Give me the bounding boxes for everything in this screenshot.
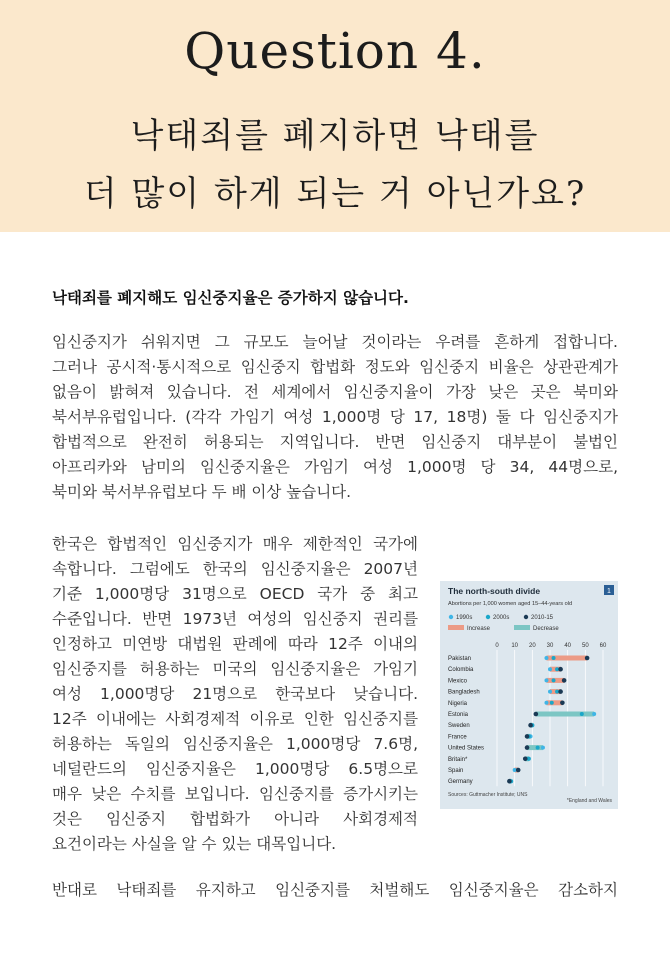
chart-badge: 1: [607, 588, 611, 595]
country-label: United States: [448, 745, 485, 752]
text-line: 한국은 합법적인 임신중지가 매우 제한적인 국가에: [52, 535, 418, 553]
question-line-1: 낙태죄를 폐지하면 낙태를: [130, 116, 540, 156]
legend-2010-dot: [524, 615, 528, 619]
x-tick-label: 30: [546, 643, 554, 649]
text-line: 임신중지를 허용하는 미국의 임신중지율은 가임기: [52, 660, 418, 678]
data-point: [525, 745, 530, 750]
data-point: [528, 723, 533, 728]
text-line: 속합니다. 그럼에도 한국의 임신중지율은 2007년: [52, 560, 418, 578]
text-line: 임신중지가 쉬워지면 그 규모도 늘어날 것이라는 우려를 흔하게 접합니다.: [52, 333, 618, 351]
text-line: 반대로 낙태죄를 유지하고 임신중지를 처벌해도 임신중지율은 감소하지: [52, 881, 618, 899]
data-point: [507, 779, 512, 784]
data-point: [548, 667, 552, 671]
data-point: [562, 678, 567, 683]
paragraph-2: [52, 532, 418, 857]
legend-decrease: Decrease: [533, 626, 559, 632]
legend-increase-swatch: [448, 625, 464, 630]
answer-subtitle: 낙태죄를 폐지해도 임신중지율은 증가하지 않습니다.: [52, 289, 409, 307]
data-point: [560, 701, 565, 706]
data-point: [536, 746, 540, 750]
change-bar: [546, 700, 562, 705]
change-bar: [527, 745, 543, 750]
x-tick-label: 40: [564, 643, 572, 649]
paragraph-3: [52, 878, 618, 903]
chart-sources: Sources: Guttmacher Institute; UNS: [448, 792, 528, 798]
text-line: 것은 임신중지 합법화가 아니라 사회경제적: [52, 810, 418, 828]
legend-2010: 2010-15: [531, 615, 554, 621]
data-point: [552, 656, 556, 660]
text-line: 북서부유럽입니다. (각각 가임기 여성 1,000명 당 17, 18명) 둘 다 임신중지가: [52, 408, 618, 426]
data-point: [544, 656, 548, 660]
text-line: 없음이 밝혀져 있습니다. 전 세계에서 임신중지율이 가장 낮은 곳은 북미와: [52, 383, 618, 401]
data-point: [544, 678, 548, 682]
text-line: 매우 낮은 수치를 보입니다. 임신중지를 증가시키는: [52, 785, 418, 803]
legend-2000s-dot: [486, 615, 490, 619]
x-tick-label: 60: [599, 643, 607, 649]
data-point: [523, 757, 528, 762]
legend-1990s: 1990s: [456, 615, 473, 621]
change-bar: [536, 712, 594, 717]
data-point: [541, 746, 545, 750]
chart-svg: [440, 581, 618, 809]
data-point: [550, 701, 554, 705]
data-point: [534, 712, 539, 717]
text-line: 요건이라는 사실을 알 수 있는 대목입니다.: [52, 835, 337, 853]
data-point: [548, 690, 552, 694]
x-tick-label: 10: [511, 643, 519, 649]
data-point: [552, 678, 556, 682]
text-line: 인정하고 미연방 대법원 판례에 따라 12주 이내의: [52, 635, 418, 653]
question-title: Question 4.: [184, 22, 486, 80]
country-label: Estonia: [448, 712, 469, 718]
text-line: 여성 1,000명당 21명으로 한국보다 낮습니다.: [52, 685, 418, 703]
text-line: 네덜란드의 임신중지율은 1,000명당 6.5명으로: [52, 760, 418, 778]
data-point: [525, 734, 530, 739]
x-tick-label: 20: [528, 643, 536, 649]
legend-1990s-dot: [449, 615, 453, 619]
country-label: Bangladesh: [448, 689, 480, 696]
paragraph-1: [52, 330, 618, 505]
country-label: France: [448, 734, 467, 741]
country-label: Germany: [448, 779, 473, 786]
data-point: [558, 689, 563, 694]
country-label: Pakistan: [448, 656, 472, 662]
question-line-2: 더 많이 하게 되는 거 아닌가요?: [83, 174, 587, 214]
north-south-chart: [440, 581, 618, 809]
country-label: Spain: [448, 768, 464, 774]
data-point: [585, 656, 590, 661]
data-point: [516, 768, 521, 773]
chart-rows: [448, 656, 596, 786]
data-point: [592, 712, 596, 716]
text-line: 그러나 공시적·통시적으로 임신중지 합법화 정도와 임신중지 비율은 상관관계가: [52, 358, 618, 376]
chart-x-ticks: [495, 643, 607, 649]
legend-decrease-swatch: [514, 625, 530, 630]
x-tick-label: 0: [495, 643, 499, 649]
chart-title: The north-south divide: [448, 586, 541, 596]
country-label: Nigeria: [448, 700, 468, 707]
chart-subtitle: Abortions per 1,000 women aged 15–44-years old: [448, 601, 573, 607]
text-line: 합법적으로 완전히 허용되는 지역입니다. 반면 임신중지 대부분이 불법인: [52, 433, 618, 451]
text-line: 아프리카와 남미의 임신중지율은 가임기 여성 1,000명 당 34, 44명으로,: [52, 458, 618, 476]
country-label: Sweden: [448, 723, 470, 730]
data-point: [580, 712, 584, 716]
text-line: 허용하는 독일의 임신중지율은 1,000명당 7.6명,: [52, 735, 418, 753]
country-label: Colombia: [448, 667, 474, 674]
data-point: [544, 701, 548, 705]
question-header: [0, 0, 670, 232]
data-point: [558, 667, 563, 672]
legend-2000s: 2000s: [493, 615, 510, 621]
country-label: Mexico: [448, 678, 468, 685]
text-line: 북미와 북서부유럽보다 두 배 이상 높습니다.: [52, 483, 352, 501]
x-tick-label: 50: [581, 643, 589, 649]
text-line: 12주 이내에는 사회경제적 이유로 인한 임신중지를: [52, 710, 418, 728]
country-label: Britain*: [448, 756, 468, 763]
legend-increase: Increase: [467, 626, 491, 632]
text-line: 기준 1,000명당 31명으로 OECD 국가 중 최고: [52, 585, 418, 603]
text-line: 수준입니다. 반면 1973년 여성의 임신중지 권리를: [52, 610, 418, 628]
chart-note: *England and Wales: [566, 798, 612, 804]
